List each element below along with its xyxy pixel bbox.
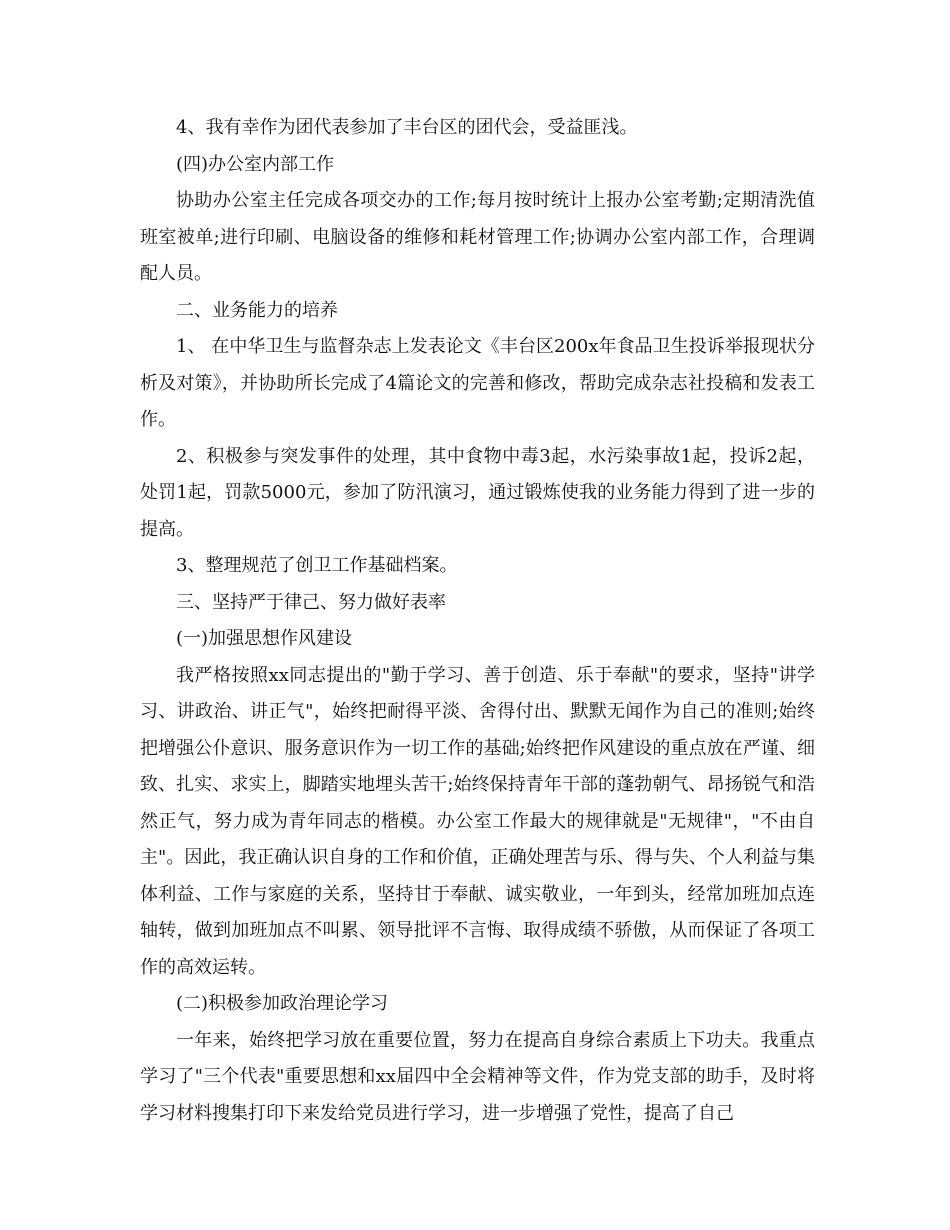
subsection-heading-work-style: (一)加强思想作风建设: [176, 628, 353, 649]
paragraph-political-study: 一年来，始终把学习放在重要位置，努力在提高自身综合素质上下功夫。我重点学习了"三个代表"重要思想和xx届四中全会精神等文件，作为党支部的助手，及时将学习材料搜集打印下来发给党员进行学习，进一步增强了党性，提高了自己: [140, 1029, 815, 1124]
section-heading-self-discipline: 三、坚持严于律己、努力做好表率: [176, 591, 446, 613]
paragraph-office-duties: 协助办公室主任完成各项交办的工作;每月按时统计上报办公室考勤;定期清洗值班室被单;进行印刷、电脑设备的维修和耗材管理工作;协调办公室内部工作，合理调配人员。: [140, 190, 815, 284]
paragraph-business-item-1: 1、 在中华卫生与监督杂志上发表论文《丰台区200x年食品卫生投诉举报现状分析及对策》，并协助所长完成了4篇论文的完善和修改，帮助完成杂志社投稿和发表工作。: [140, 336, 815, 430]
paragraph-business-item-2: 2、积极参与突发事件的处理，其中食物中毒3起，水污染事故1起，投诉2起，处罚1起，罚款5000元，参加了防汛演习，通过锻炼使我的业务能力得到了进一步的提高。: [140, 445, 815, 540]
paragraph-work-style: 我严格按照xx同志提出的"勤于学习、善于创造、乐于奉献"的要求，坚持"讲学习、讲政治、讲正气"，始终把耐得平淡、舍得付出、默默无闻作为自己的准则;始终把增强公仆意识、服务意识作为一切工作的基础;始终把作风建设的重点放在严谨、细致、扎实、求实上，脚踏实地埋头苦干;始终保持青年干部的蓬勃朝气、昂扬锐气和浩然正气，努力成为青年同志的楷模。办公室工作最大的规律就是"无规律"，"不由自主"。因此，我正确认识自身的工作和价值，正确处理苦与乐、得与失、个人利益与集体利益、工作与家庭的关系，坚持甘于奉献、诚实敬业，一年到头，经常加班加点连轴转，做到加班加点不叫累、领导批评不言悔、取得成绩不骄傲，从而保证了各项工作的高效运转。: [140, 664, 815, 978]
section-heading-office-internal-work: (四)办公室内部工作: [176, 153, 335, 175]
document-body: [140, 110, 815, 1132]
paragraph-item-4: 4、我有幸作为团代表参加了丰台区的团代会，受益匪浅。: [176, 117, 638, 138]
section-heading-business-ability: 二、业务能力的培养: [176, 299, 338, 321]
subsection-heading-political-study: (二)积极参加政治理论学习: [176, 993, 389, 1014]
paragraph-business-item-3: 3、整理规范了创卫工作基础档案。: [176, 555, 458, 576]
